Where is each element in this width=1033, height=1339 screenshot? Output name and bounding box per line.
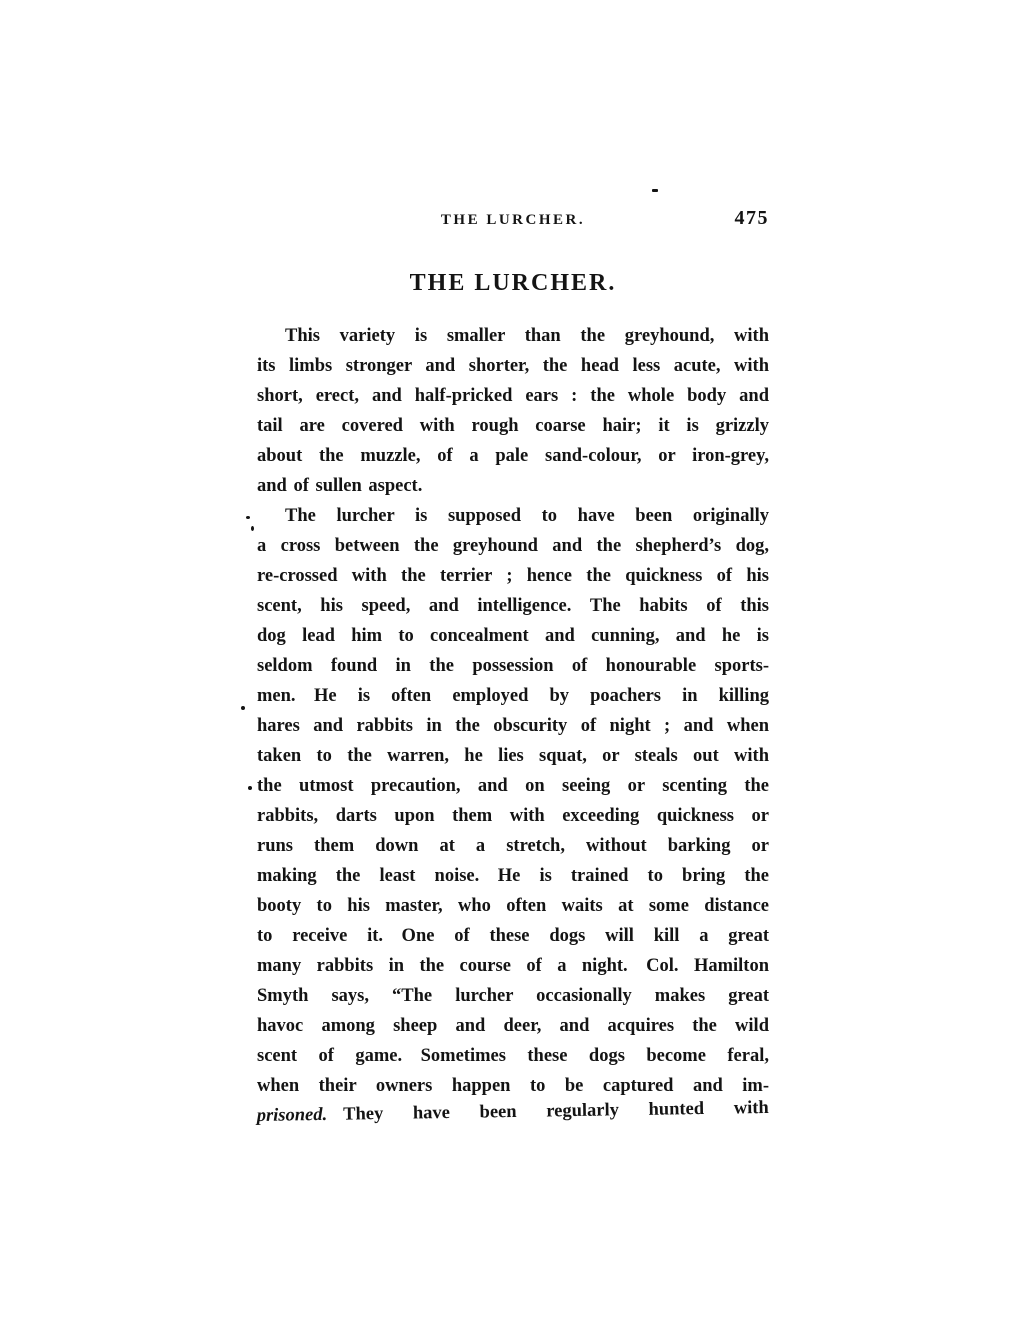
text-line: booty to his master, who often waits at some distance [257, 896, 769, 916]
text-line: taken to the warren, he lies squat, or steals out with [257, 746, 769, 766]
scan-speck [246, 516, 250, 519]
page-header [257, 207, 769, 234]
text-line: scent, his speed, and intelligence. The habits of this [257, 596, 769, 616]
italic-word: prisoned. [256, 1104, 328, 1127]
text-line: tail are covered with rough coarse hair; it is grizzly [257, 416, 769, 436]
text-line: scent of game. Sometimes these dogs become feral, [257, 1046, 769, 1066]
text-line: men. He is often employed by poachers in killing [257, 686, 769, 706]
text-line: seldom found in the possession of honourable sports- [257, 656, 769, 676]
text-line: havoc among sheep and deer, and acquires the wild [257, 1016, 769, 1036]
chapter-heading: THE LURCHER. [409, 270, 617, 296]
page-number: 475 [734, 207, 769, 229]
text-line: This variety is smaller than the greyhound, with [285, 326, 769, 346]
text-line: a cross between the greyhound and the shepherd’s dog, [257, 536, 769, 556]
text-line: Smyth says, “The lurcher occasionally makes great [257, 986, 769, 1006]
text-line: making the least noise. He is trained to bring the [257, 866, 769, 886]
text-line: and of sullen aspect. [257, 476, 423, 496]
paragraph [257, 321, 769, 501]
text-line: many rabbits in the course of a night. Col. Hamilton [257, 956, 769, 976]
text-line: about the muzzle, of a pale sand-colour, or iron-grey, [257, 446, 769, 466]
scan-speck [248, 786, 252, 790]
text-line: The lurcher is supposed to have been originally [285, 506, 769, 526]
text-line: hares and rabbits in the obscurity of night ; and when [257, 716, 769, 736]
scan-speck [241, 706, 245, 710]
text-line: runs them down at a stretch, without barking or [257, 836, 769, 856]
paragraph [257, 501, 769, 1101]
text-line: dog lead him to concealment and cunning, and he is [257, 626, 769, 646]
text-line: when their owners happen to be captured and im- [257, 1076, 769, 1096]
running-head: THE LURCHER. [440, 212, 586, 228]
text-line: the utmost precaution, and on seeing or scenting the [257, 776, 769, 796]
scan-speck [652, 189, 658, 192]
text-line: to receive it. One of these dogs will kill a great [257, 926, 769, 946]
scan-speck [251, 526, 254, 531]
text-line: rabbits, darts upon them with exceeding quickness or [257, 806, 769, 826]
last-line-rest: They have been regularly hunted with [343, 1097, 769, 1125]
text-line: re-crossed with the terrier ; hence the quickness of his [257, 566, 769, 586]
text-line: short, erect, and half-pricked ears : the whole body and [257, 386, 769, 406]
body-text [257, 321, 769, 1131]
text-line: its limbs stronger and shorter, the head less acute, with [257, 356, 769, 376]
